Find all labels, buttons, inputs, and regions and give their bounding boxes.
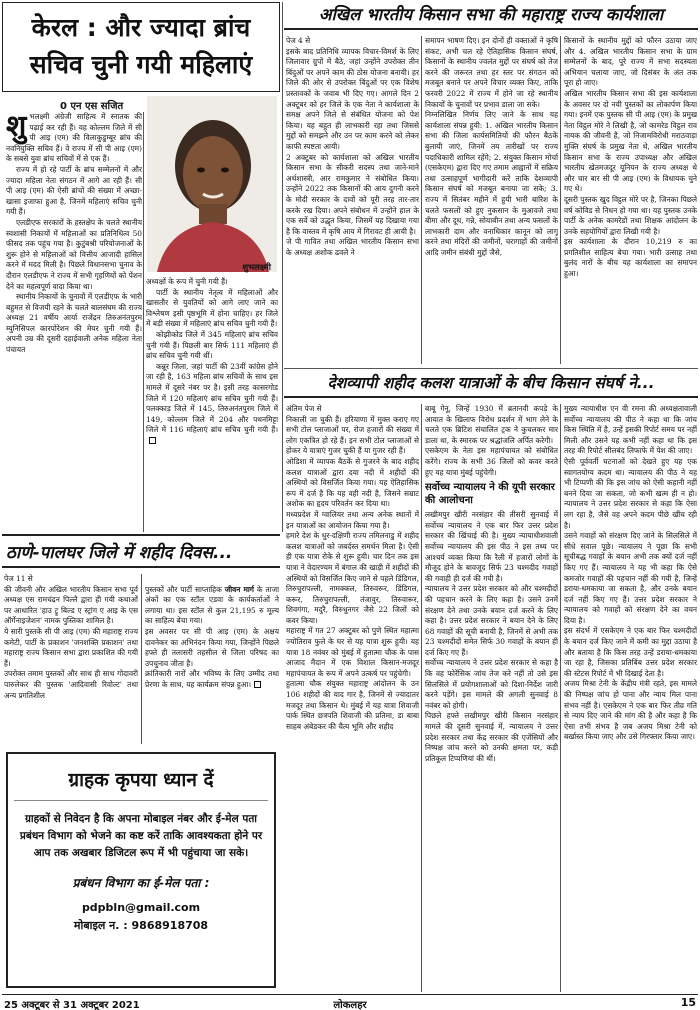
footer-page-number: 15 bbox=[680, 996, 696, 1009]
thane-headline: ठाणे-पालघर जिले में शहीद दिवस... bbox=[6, 543, 233, 563]
end-mark bbox=[149, 437, 156, 444]
kalash-headline: देशव्यापी शहीद कलश यात्राओं के बीच किसान संघर्ष ने... bbox=[327, 374, 655, 392]
notice-mobile: मोबाइल न. : 9868918708 bbox=[73, 919, 209, 932]
kalash-para: लखीमपुर खीरी नरसंहार की तीसरी सुनवाई में सर्वोच्च न्यायालय ने एक बार फिर उत्तर प्रदेश सरकार की खिंचाई की है। मुख्य न्यायाधीशवाली सर्वोच्च न्यायालय की इस पीठ ने इस तथ्य पर आश्चर्य व्यक्त किया कि रैली में हजारों लोगों के मौजूद होने के बावजूद सिर्फ 23 चश्मदीद गवाहों की गवाही ही दर्ज की गयी है। न्यायालय ने उत्तर प्रदेश सरकार को और चश्मदीदों की पहचान करने के लिए कहा है। उसने उनमें संरक्षण देने तथा उनके बयान दर्ज करने के लिए कहा है। उत्तर प्रदेश सरकार ने बयान देने के लिए 68 गवाहों की सूची बनायी है, जिनमें से अभी तक 23 चश्मदीदों समेत सिर्फ 30 गवाहों के बयान ही दर्ज किए गए हैं। सर्वोच्च न्यायालय ने उत्तर प्रदेश सरकार से कहा है कि वह फोरेंसिक जांच तेज करे नहीं तो उसे इस सिलसिले में प्रयोगशालाओं को दिशा-निर्देश जारी करने पड़ेंगे। इस मामले की अगली सुनवाई 8 नवंबर को होगी। पिछले हफ्ते लखीमपुर खीरी किसान नरसंहार मामले की दूसरी सुनवाई में, न्यायालय ने उत्तर प्रदेश सरकार तथा केंद्र सरकार की एजेंसियों और निष्पक्ष जांच करने को उनकी क्षमता पर, कड़ी प्रतिकूल टिप्पणियां की थीं। bbox=[425, 510, 558, 763]
thane-col1: पेज 11 से की जीवनी और अखिल भारतीय किसान सभा पूर्व अध्यक्ष एस रामचंद्रन पिल्लै द्वारा ही गयी कथाओं पर आधारित 'हाउ ट्रू बिल्ड ए स्ट्रांग ए आइ के एस ऑर्गेनाइजेशन' नामक पुस्तिका शामिल है। ये सारी पुस्तकें सी पी आइ (एम) की महाराष्ट्र राज्य कमेटी, पार्टी के प्रकाशन 'जनशक्ति प्रकाशन' तथा महाराष्ट्र राज्य किसान सभा द्वारा प्रकाशित की गयी हैं। उपरोक्त तमाम पुस्तकों और साथ ही साथ गोदावरी पारुलेकर की पुस्तक 'आदिवासी रिवोल्ट' तथा अन्य प्रगतिशील bbox=[4, 574, 138, 700]
kerala-para: स्थानीय निकायों के चुनावों में एलडीएफ के भारी बहुमत से विजयी रहने के चलते बालसंघम की राज्य अध्यक्ष 21 वर्षीय आर्या राजेंद्रन तिरुअनंतपुरम म्युनिसिपल कारपोरेशन की मेयर चुनी गयी हैं। अपनी उम्र की दूसरी दहाईवाली अनेक महिला नेता पंचायत bbox=[6, 292, 142, 355]
kisan-col3: किसानों के स्थानीय मुद्दों को फौरन उठाया जाए और 4. अखिल भारतीय किसान सभा के ग्राम सम्मेलनों के बाद, पूरे राज्य में सभा सदस्यता अभियान चलाया जाए, जो दिसंबर के अंत तक पूरा हो जाए। अखिल भारतीय किसान सभा की इस कार्यशाला के अवसर पर दो नयी पुस्तकों का लोकार्पण किया गया। इनमें एक पुस्तक सी पी आइ (एम) के प्रमुख नेता विट्ठल मोरे ने लिखी है, जो कामरेड विट्ठल राव नायक की जीवनी है, जो निजामविरोधी मराठवाड़ा मुक्ति संघर्ष के प्रमुख नेता थे, अखिल भारतीय किसान सभा के राज्य उपाध्यक्ष और अखिल भारतीय खेतमजदूर यूनियन के राज्य अध्यक्ष थे और चार बार सी पी आइ (एम) के विधायक चुने गए थे। दूसरी पुस्तक खुद विट्ठल मोरे पर है, जिनका पिछले वर्ष कोविड से निधन हो गया था। यह पुस्तक उनके पार्टी के अनेक कामरेडों तथा शिक्षक आंदोलन के उनके सहयोगियों द्वारा लिखी गयी है। इस कार्यशाला के दौरान 10,219 रु का प्रगतिशील साहित्य बेचा गया। भारी उत्साह तथा बुलंद नारों के बीच यह कार्यशाला का समापन हुआ। bbox=[564, 36, 697, 279]
kerala-col1 bbox=[6, 112, 142, 527]
kisan-headline: अखिल भारतीय किसान सभा की महाराष्ट्र राज्य कार्यशाला bbox=[318, 5, 664, 24]
thane-col2: पुस्तकों और पार्टी साप्ताहिक जीवन मार्ग के ताजा अंकों का एक स्टॉल एडवा के कार्यकर्ताओं ने लगाया था। इस स्टॉल से कुल 21,195 रु मूल्य का साहित्य बेचा गया। इस अवसर पर सी पी आइ (एम) के अक्षय दावनेकर का अभिनंदन किया गया, जिन्होंने पिछले हफ्ते ही तलासरी तहसील से जिला परिषद का उपचुनाव जीता है। क्रांतिकारी नारों और भविष्य के लिए उम्मीद तथा प्रेरणा के साथ, यह कार्यक्रम संपन्न हुआ। bbox=[145, 584, 279, 689]
kerala-para: कन्नूर जिला, जहां पार्टी की 23वीं कांग्रेस होने जा रही है, 163 महिला ब्रांच सचिवों के साथ इस मामले में दूसरे नंबर पर है। इसी तरह कासरगोड जिले में 120 महिलाएं ब्रांच सचिव चुनी गयी हैं। पलक्काड़ जिले में 145, तिरुअनंतपुरम जिले में 149, कोल्लम जिले में 204 और पथनमिट्टा जिले में 116 महिलाएं ब्रांच सचिव चुनी गयी हैं। bbox=[146, 362, 278, 447]
kisan-col1: पेज 4 से इसके बाद प्रतिनिधि व्यापक विचार-विमर्श के लिए जिलावार ग्रुपों में बैठे, जहां उन्होंने उपरोक्त तीन बिंदुओं पर अपने काम की ठोस योजना बनायी। हर जिले की ओर से उपरोक्त बिंदुओं पर एक विशेष प्रस्तावकों के जवाब भी दिए गए। आगले दिन 2 अक्टूबर को हर जिले के एक नेता ने कार्यशाला के समक्ष अपने जिले से संबंधित योजना को पेश किया। यह बहुत ही लाभकारी रहा तथा जिससे मुद्दों को समझने और उन पर काम करने को लेकर काफी स्पष्टता आयी। 2 अक्टूबर को कार्यशाला को अखिल भारतीय किसान सभा के सीकरी सदस्य तथा जाने-माने अर्थशास्त्री, आर रामकुमार ने संबोधित किया। उन्होंने 2022 तक किसानों की आय दुगनी करने के मोदी सरकार के दावों को पूरी तरह तार-तार करके रख दिया। अपने संबोधन में उन्होंने हाल के एक सर्वे को उद्धृत किया, जिसमें यह दिखाया गया है कि वास्तव में कृषि आय में गिरावट ही आयी है। जे पी गावित तथा अखिल भारतीय किसान सभा के अध्यक्ष अशोक ढवले ने bbox=[286, 36, 419, 257]
kalash-headline-box bbox=[284, 370, 698, 398]
notice-body: ग्राहकों से निवेदन है कि अपना मोबाइल नंबर और ई-मेल पता प्रबंधन विभाग को भेजने का कष्ट करें ताकि आवश्यकता होने पर आप तक अखबार डिजिटल रूप में भी पहुंचाया जा सके। bbox=[19, 813, 263, 859]
kalash-subhead: सर्वोच्च न्यायालय ने की यूपी सरकार की आलोचना bbox=[425, 482, 555, 507]
kerala-para: अध्यक्षों के रूप में चुनी गयी हैं। bbox=[146, 277, 228, 286]
footer-date: 25 अक्टूबर से 31 अक्टूबर 2021 bbox=[4, 1000, 140, 1010]
kalash-col1: अंतिम पेज से निकाली जा चुकी हैं। हरियाणा में मुक्त कराए गए सभी टोल प्लाजाओं पर, रोज हजारों की संख्या में लोग एकत्रित हो रहे हैं। इन सभी टोल प्लाजाओं से होकर ये यात्राएं गुजर चुकी हैं या गुजर रही हैं। ओडिशा में व्यापक बैठकें से गुजरने के बाद शहीद कलश यात्राओं द्वारा दया नदी में शहीदों की अस्थियों को विसर्जित किया गया। यह ऐतिहासिक रूप में दर्ज है कि यह वही नदी है, जिसने सम्राट अशोक का हृदय परिवर्तन कर दिया था। मध्यप्रदेश में ग्वालियर तथा अन्य अनेक स्थानों में इन यात्राओं का आयोजन किया गया है। हमारे देश के धुर-दक्षिणी राज्य तमिलनाडु में शहीद कलश यात्राओं को जबर्दस्त समर्थन मिला है। ऐसी ही एक यात्रा रोके से शुरू हुयी। चार दिन तक इस यात्रा ने वेदारण्यम में बंगाल की खाड़ी में शहीदों की अस्थियों को विसर्जित किए जाने से पहले डिंडिगल, तिरुचुरापल्ली, नामक्कल, तिरुवरूर, डिंडिगल, करूर, तिरुचुरापल्ली, तंजावुर, तिरुवारूर, शिवगंगा, मदुरै, विरुधुनगर जैसे 22 जिलों को कवर किया। महाराष्ट्र में गत 27 अक्टूबर को पुणे स्थित महात्मा ज्योतिराव फुले के घर से यह यात्रा शुरू हुयी। यह यात्रा 18 नवंबर को मुंबई में हुतात्मा चौक के पास आजाद मैदान में एक विशाल किसान-मजदूर महापंचायत के रूप में अपने उत्कर्ष पर पहुंचेगी। हुतात्मा चौक संयुक्त महाराष्ट्र आंदोलन के उन 106 शहीदों की याद गार है, जिनमें से ज्यादातर मजदूर तथा किसान थे। मुंबई में यह यात्रा शिवाजी पार्क स्थित छत्रपति शिवाजी की प्रतिमा, डा बाबा साहब अंबेडकर की चैत्य भूमि और शहीद bbox=[286, 404, 419, 731]
dropcap: शु bbox=[6, 112, 27, 144]
kerala-col2 bbox=[146, 277, 278, 529]
subscriber-notice bbox=[6, 752, 276, 988]
kisan-col2: समापन भाषण दिए। इन दोनों ही वक्ताओं ने कृषि संकट, अभी चल रहे ऐतिहासिक किसान संघर्ष, किसानों के स्थानीय ज्वलंत मुद्दों पर संघर्ष को तेज करने की जरूरत तथा हर स्तर पर संगठन को मजबूत बनाने पर अपने विचार व्यक्त किए, ताकि फरवरी 2022 में राज्य में होने जा रहे स्थानीय निकायों के चुनावों पर प्रभाव डाला जा सके। निम्नलिखित निर्णय लिए जाने के साथ यह कार्यशाला संपन्न हुयी: 1. अखिल भारतीय किसान सभा की जिला कार्यसमितियों की फौरन बैठकें बुलायी जाएं, जिनमें तय तारीखों पर राज्य पदाधिकारी शामिल रहेंगे; 2. संयुक्त किसान मोर्चा (एसकेएम) द्वारा दिए गए तमाम आह्वानों में सक्रिय तथा उत्साहपूर्ण भागीदारी करें ताकि देशव्यापी किसान संघर्ष को मजबूत बनाया जा सके; 3. राज्य में सितंबर महीने में हुयी भारी बारिश के चलते फसलों को हुए नुकसान के मुआवजे तथा बीमा और दूध, गन्ने, सोयाबीन तथा अन्य फसलों के लाभकारी दाम और वनाधिकार कानून को लागू करने तथा मंदिरों की जमीनों, चरागाहों की जमीनों आदि जमीन संबंधी मुद्दों जैसे, bbox=[425, 36, 558, 257]
kerala-para: शुभलक्ष्मी अंग्रेजी साहित्य में स्नातक की पढ़ाई कर रही हैं। वह कोल्लम जिले में सी पी आइ (एम) की विलाकुडुम्बूर ब्रांच की नवनियुक्ति सचिव हैं। वे राज्य में सी पी आइ (एम) के सबसे युवा ब्रांच सचिवों में से एक हैं। bbox=[6, 112, 142, 164]
end-mark bbox=[254, 681, 261, 688]
photo-caption: शुभलक्ष्मी bbox=[242, 263, 271, 273]
kalash-para: बाबू गेनू, जिन्हें 1930 में ब्रतानवी कपड़े के आयात के खिलाफ विरोध प्रदर्शन में भाग लेने के चलते एक ब्रिटिश संचालित ट्रक ने कुचलकर मार डाला था, के स्मारक पर श्रद्धांजलि अर्पित करेगी। एसकेएम के नेता इस महापंचायत को संबोधित करेंगे। राज्य के सभी 36 जिलों को कवर करते हुए यह यात्रा मुंबई पहुंचेगी। bbox=[425, 404, 558, 477]
kalash-col2 bbox=[425, 404, 558, 992]
jeevan-marg: जीवन मार्ग bbox=[224, 584, 254, 594]
notice-email[interactable]: pdpbln@gmail.com bbox=[81, 901, 201, 914]
footer-paper: लोकलहर bbox=[333, 1000, 367, 1010]
shubhalakshmi-photo bbox=[147, 96, 277, 272]
thane-headline-box bbox=[2, 540, 280, 568]
kerala-para: पार्टी के स्थानीय नेतृत्व में महिलाओं और खासतौर से युवतियों को आगे लाए जाने का विश्लेषण इसी पृष्ठभूमि में होना चाहिए। हर जिले में बड़ी संख्या में महिलाएं ब्रांच सचिव चुनी गयी हैं। bbox=[146, 287, 278, 329]
kerala-para: राज्य में हो रहे पार्टी के ब्रांच सम्मेलनों में और ज्यादा महिला नेता संगठन में आगे आ रही हैं। सी पी आइ (एम) की ऐसी ब्रांचों की संख्या में अच्छा-खासा इजाफा हुआ है, जिनमें महिलाएं सचिव चुनी गयी हैं। bbox=[6, 164, 142, 217]
kisan-headline-box bbox=[284, 2, 698, 30]
notice-mobile-number: 9868918708 bbox=[131, 919, 209, 932]
notice-title: ग्राहक कृपया ध्यान दें bbox=[14, 760, 268, 801]
kerala-byline: 0 एन एस सजित bbox=[60, 101, 124, 112]
kerala-headline: केरल : और ज्यादा ब्रांच सचिव चुनी गयी महिलाएं bbox=[29, 13, 253, 79]
notice-email-label: प्रबंधन विभाग का ई-मेल पता : bbox=[72, 876, 210, 890]
kerala-para: कोझीकोड जिले में 345 महिलाएं ब्रांच सचिव चुनी गयी हैं। पिछली बार सिर्फ 111 महिलाएं ही ब्रांच सचिव चुनी गयी थीं। bbox=[146, 329, 278, 361]
kalash-col3: मुख्य न्यायाधीश एन वी रमना की अध्यक्षतावाली सर्वोच्च न्यायालय की पीठ ने कहा था कि जांच किस स्थिति में है, उन्हें इसकी रिपोर्ट समय पर नहीं मिली और उसने यह कभी नहीं कहा था कि इस तरह की रिपोर्ट सीलबंद लिफाफे में पेश की जाए। ऐसी पूर्ववर्ती घटनाओं को देखते हुए यह एक स्वागतयोग्य कदम था। न्यायालय की पीठ ने यह भी टिप्पणी की कि इस जांच को ऐसी कहानी नहीं बनने दिया जा सकता, जो कभी खत्म ही न हो। न्यायालय ने उत्तर प्रदेश सरकार से कहा कि ऐसा लग रहा है, जैसे वह अपने कदम पीछे खींच रही है। उसने गवाहों को संरक्षण दिए जाने के सिलसिले में सीधे सवाल पूछे। न्यायालय ने पूछा कि सभी सूचीबद्ध गवाहों के बयान अभी तक क्यों दर्ज नहीं किए गए हैं। न्यायालय ने यह भी कहा कि ऐसे कमजोर गवाहों की पहचान नहीं की गयी है, जिन्हें डराया-धमकाया जा सकता है, और उनके बयान दर्ज नहीं किए गए हैं। उत्तर प्रदेश सरकार ने न्यायालय को गवाहों को संरक्षण देने का वचन दिया है। इस संदर्भ में एसकेएम ने एक बार फिर चश्मदीदों के बयान दर्ज किए जाने में कमी का मुद्दा उठाया है और बताया है कि किस तरह उन्हें डराया-धमकाया जा रहा है, जिसका प्रतिबिंब उत्तर प्रदेश सरकार की स्टेटस रिपोर्ट में भी दिखाई देता है। अजय मिश्रा टेनी के केंद्रीय मंत्री रहते, इस मामले की निष्पक्ष जांच हो पाना और न्याय मिल पाना संभव नहीं है। एसकेएम ने एक बार फिर तीव्र गति से न्याय दिए जाने की मांग की है और कहा है कि ऐसा तभी संभव है जब अजय मिश्रा टेनी को बर्खास्त किया जाए और उसे गिरफ्तार किया जाए। bbox=[564, 404, 697, 742]
kerala-para: एलडीएफ सरकारों के हस्तक्षेप के चलते स्थानीय स्वशासी निकायों में महिलाओं का प्रतिनिधित्व 50 फीसद तक पहुंच गया है। कुटुंबश्री परियोजनाओं के शुरू होने से महिलाओं को वित्तीय आजादी हासिल करने में मदद मिली है। पिछले विधानसभा चुनाव के दौरान एलडीएफ ने राज्य में सभी गृहणियों को पेंशन देने का महत्वपूर्ण वादा किया था। bbox=[6, 217, 142, 291]
kerala-headline-box bbox=[2, 2, 280, 92]
